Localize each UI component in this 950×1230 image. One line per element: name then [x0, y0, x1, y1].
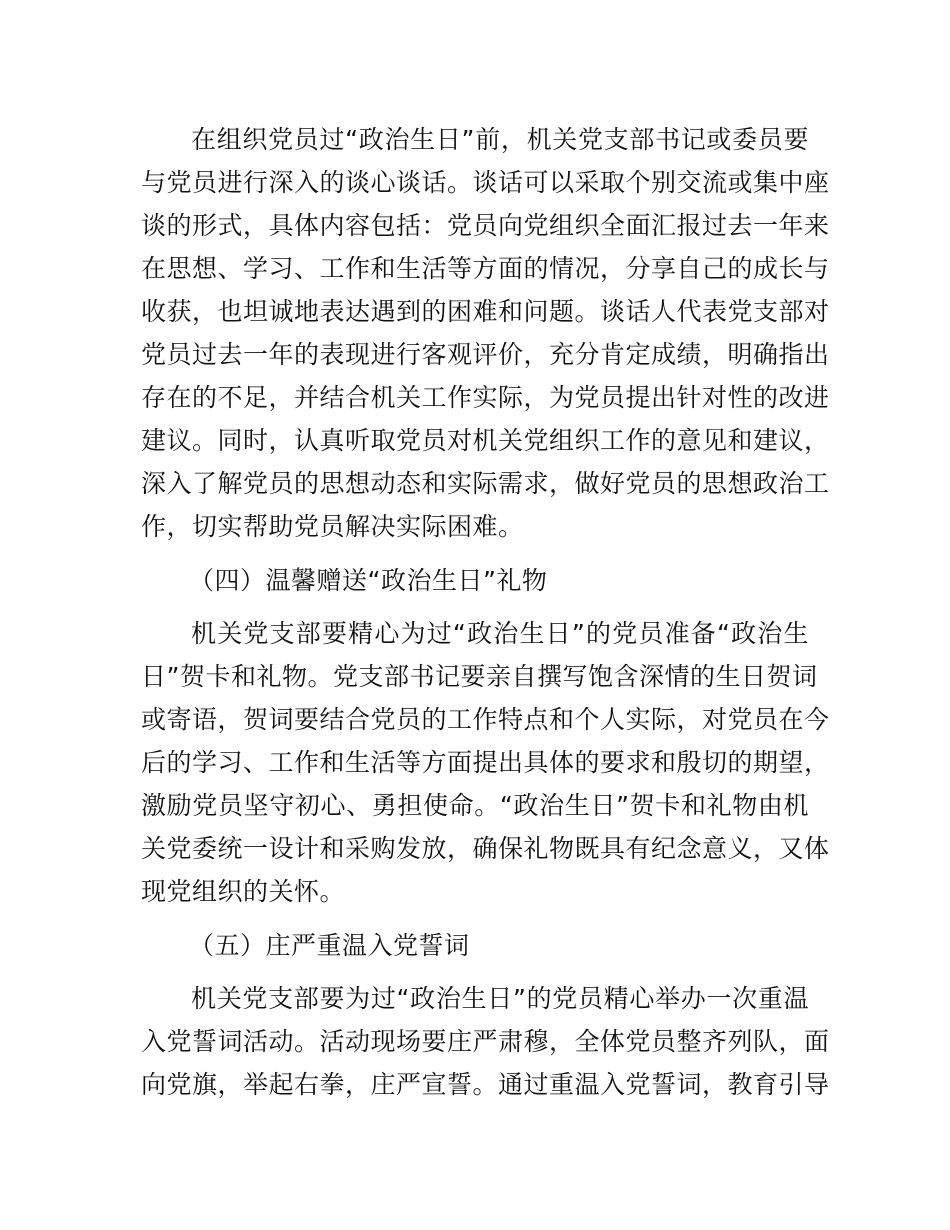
paragraph-1-line-4: 在思想、学习、工作和生活等方面的情况，分享自己的成长与 [141, 254, 830, 283]
paragraph-2-line-4: 后的学习、工作和生活等方面提出具体的要求和殷切的期望， [141, 748, 830, 777]
paragraph-1-line-5: 收获，也坦诚地表达遇到的困难和问题。谈话人代表党支部对 [141, 297, 830, 326]
section-heading-4: （四）温馨赠送“政治生日”礼物 [189, 566, 548, 595]
paragraph-2-line-2: 日”贺卡和礼物。党支部书记要亲自撰写饱含深情的生日贺词 [141, 662, 818, 691]
paragraph-1-line-9: 深入了解党员的思想动态和实际需求，做好党员的思想政治工 [141, 469, 830, 498]
paragraph-2-line-3: 或寄语，贺词要结合党员的工作特点和个人实际，对党员在今 [141, 705, 830, 734]
paragraph-1-line-1: 在组织党员过“政治生日”前，机关党支部书记或委员要 [191, 125, 809, 154]
paragraph-3-line-1: 机关党支部要为过“政治生日”的党员精心举办一次重温 [191, 984, 809, 1013]
section-heading-5: （五）庄严重温入党誓词 [189, 931, 470, 960]
paragraph-2-line-6: 关党委统一设计和采购发放，确保礼物既具有纪念意义，又体 [141, 834, 830, 863]
paragraph-2-line-5: 激励党员坚守初心、勇担使命。“政治生日”贺卡和礼物由机 [141, 791, 809, 820]
paragraph-3-line-3: 向党旗，举起右拳，庄严宣誓。通过重温入党誓词，教育引导 [141, 1070, 830, 1099]
paragraph-1-line-7: 存在的不足，并结合机关工作实际，为党员提出针对性的改进 [141, 383, 830, 412]
paragraph-1-line-3: 谈的形式，具体内容包括：党员向党组织全面汇报过去一年来 [141, 211, 830, 240]
paragraph-2-line-7: 现党组织的关怀。 [141, 877, 346, 906]
paragraph-3-line-2: 入党誓词活动。活动现场要庄严肃穆，全体党员整齐列队，面 [141, 1027, 830, 1056]
paragraph-1-line-8: 建议。同时，认真听取党员对机关党组织工作的意见和建议， [141, 426, 830, 455]
paragraph-1-line-6: 党员过去一年的表现进行客观评价，充分肯定成绩，明确指出 [141, 340, 830, 369]
paragraph-1-line-10: 作，切实帮助党员解决实际困难。 [141, 512, 524, 541]
paragraph-2-line-1: 机关党支部要精心为过“政治生日”的党员准备“政治生 [191, 619, 809, 648]
paragraph-1-line-2: 与党员进行深入的谈心谈话。谈话可以采取个别交流或集中座 [141, 168, 830, 197]
